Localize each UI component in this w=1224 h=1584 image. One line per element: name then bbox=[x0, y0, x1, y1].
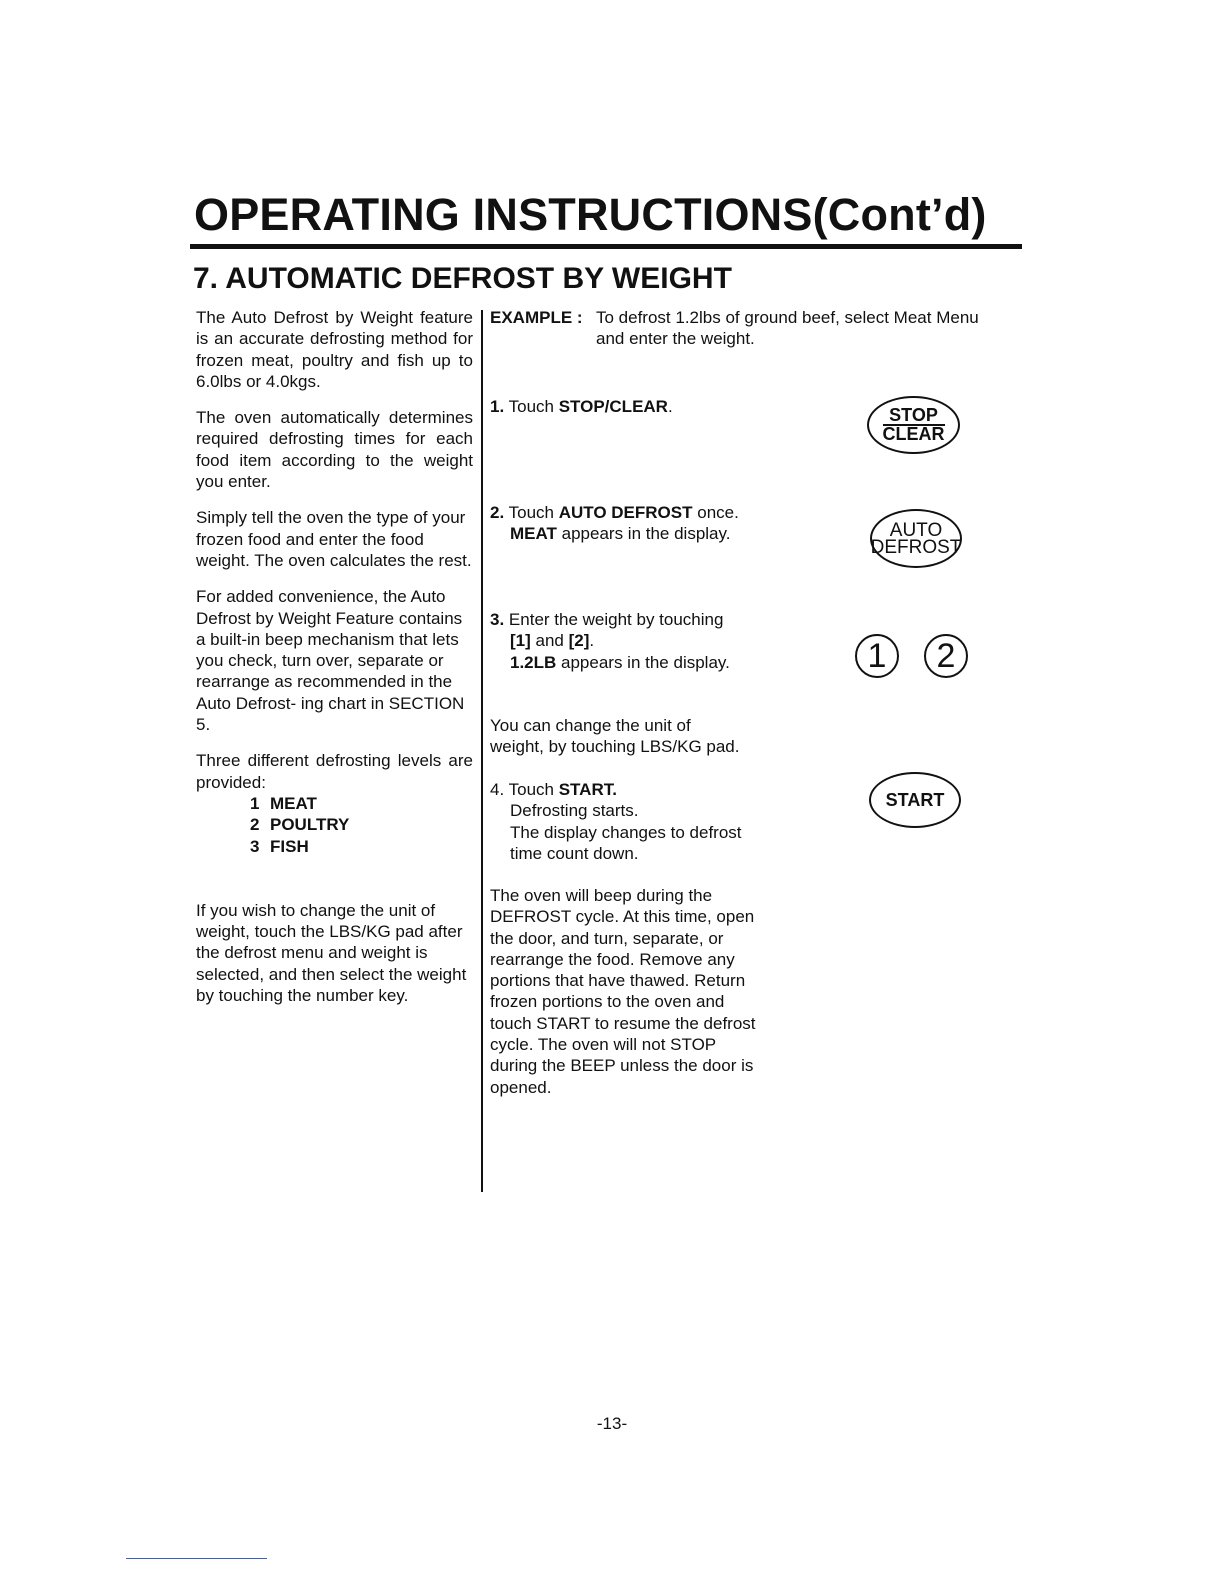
unit-note: You can change the unit of weight, by touching LBS/KG pad. bbox=[490, 716, 740, 757]
number-2-key-icon: 2 bbox=[924, 634, 968, 678]
unit-change-paragraph: If you wish to change the unit of weight, touch the LBS/KG pad after the defrost menu and weight is selected, and then select the weight by touching the number key. bbox=[196, 900, 467, 1006]
example-label: EXAMPLE : bbox=[490, 308, 583, 327]
intro-paragraph: The Auto Defrost by Weight feature is an accurate defrosting method for frozen meat, poultry and fish up to 6.0lbs or 4.0kgs. bbox=[196, 308, 473, 391]
page-number: -13- bbox=[596, 1414, 628, 1433]
type-paragraph: Simply tell the oven the type of your frozen food and enter the food weight. The oven calculates the rest. bbox=[196, 508, 472, 570]
example-block bbox=[490, 307, 1010, 350]
bottom-rule bbox=[126, 1558, 267, 1559]
step-4: 4. Touch START. Defrosting starts. The display changes to defrost time count down. bbox=[490, 780, 742, 863]
beep-note: The oven will beep during the DEFROST cycle. At this time, open the door, and turn, separate, or rearrange the food. Remove any portions that have thawed. Return frozen portions to the oven and touch START to resume the defrost cycle. The oven will not STOP during the BEEP unless the door is opened. bbox=[490, 886, 756, 1097]
section-heading: 7. AUTOMATIC DEFROST BY WEIGHT bbox=[193, 262, 732, 295]
auto-defrost-key-icon: AUTO DEFROST bbox=[870, 509, 962, 568]
example-text-cont: and enter the weight. bbox=[596, 329, 755, 349]
title-underline bbox=[190, 244, 1022, 249]
stop-clear-key-icon: STOP CLEAR bbox=[867, 396, 960, 454]
step-1: 1. Touch STOP/CLEAR. bbox=[490, 397, 673, 416]
example-text: To defrost 1.2lbs of ground beef, select Meat Menu bbox=[596, 308, 979, 327]
step-2: 2. Touch AUTO DEFROST once. MEAT appears in the display. bbox=[490, 503, 739, 544]
column-divider bbox=[481, 310, 483, 1192]
number-1-key-icon: 1 bbox=[855, 634, 899, 678]
beep-feature-paragraph: For added convenience, the Auto Defrost by Weight Feature contains a built-in beep mechanism that lets you check, turn over, separate or rearrange as recommended in the Auto Defrost- ing chart in SECTION 5. bbox=[196, 587, 465, 735]
defrost-levels-list bbox=[196, 793, 473, 857]
page-title: OPERATING INSTRUCTIONS(Cont’d) bbox=[194, 189, 987, 240]
left-column bbox=[196, 307, 473, 1006]
step-3: 3. Enter the weight by touching [1] and [2]. 1.2LB appears in the display. bbox=[490, 610, 730, 672]
start-key-icon: START bbox=[869, 772, 961, 828]
level-item: 3 FISH bbox=[250, 836, 309, 856]
level-item: 1 MEAT bbox=[250, 793, 317, 813]
auto-determine-paragraph: The oven automatically determines required defrosting times for each food item according to the weight you enter. bbox=[196, 408, 473, 492]
levels-intro: Three different defrosting levels are provided: bbox=[196, 751, 473, 792]
level-item: 2 POULTRY bbox=[250, 815, 350, 835]
